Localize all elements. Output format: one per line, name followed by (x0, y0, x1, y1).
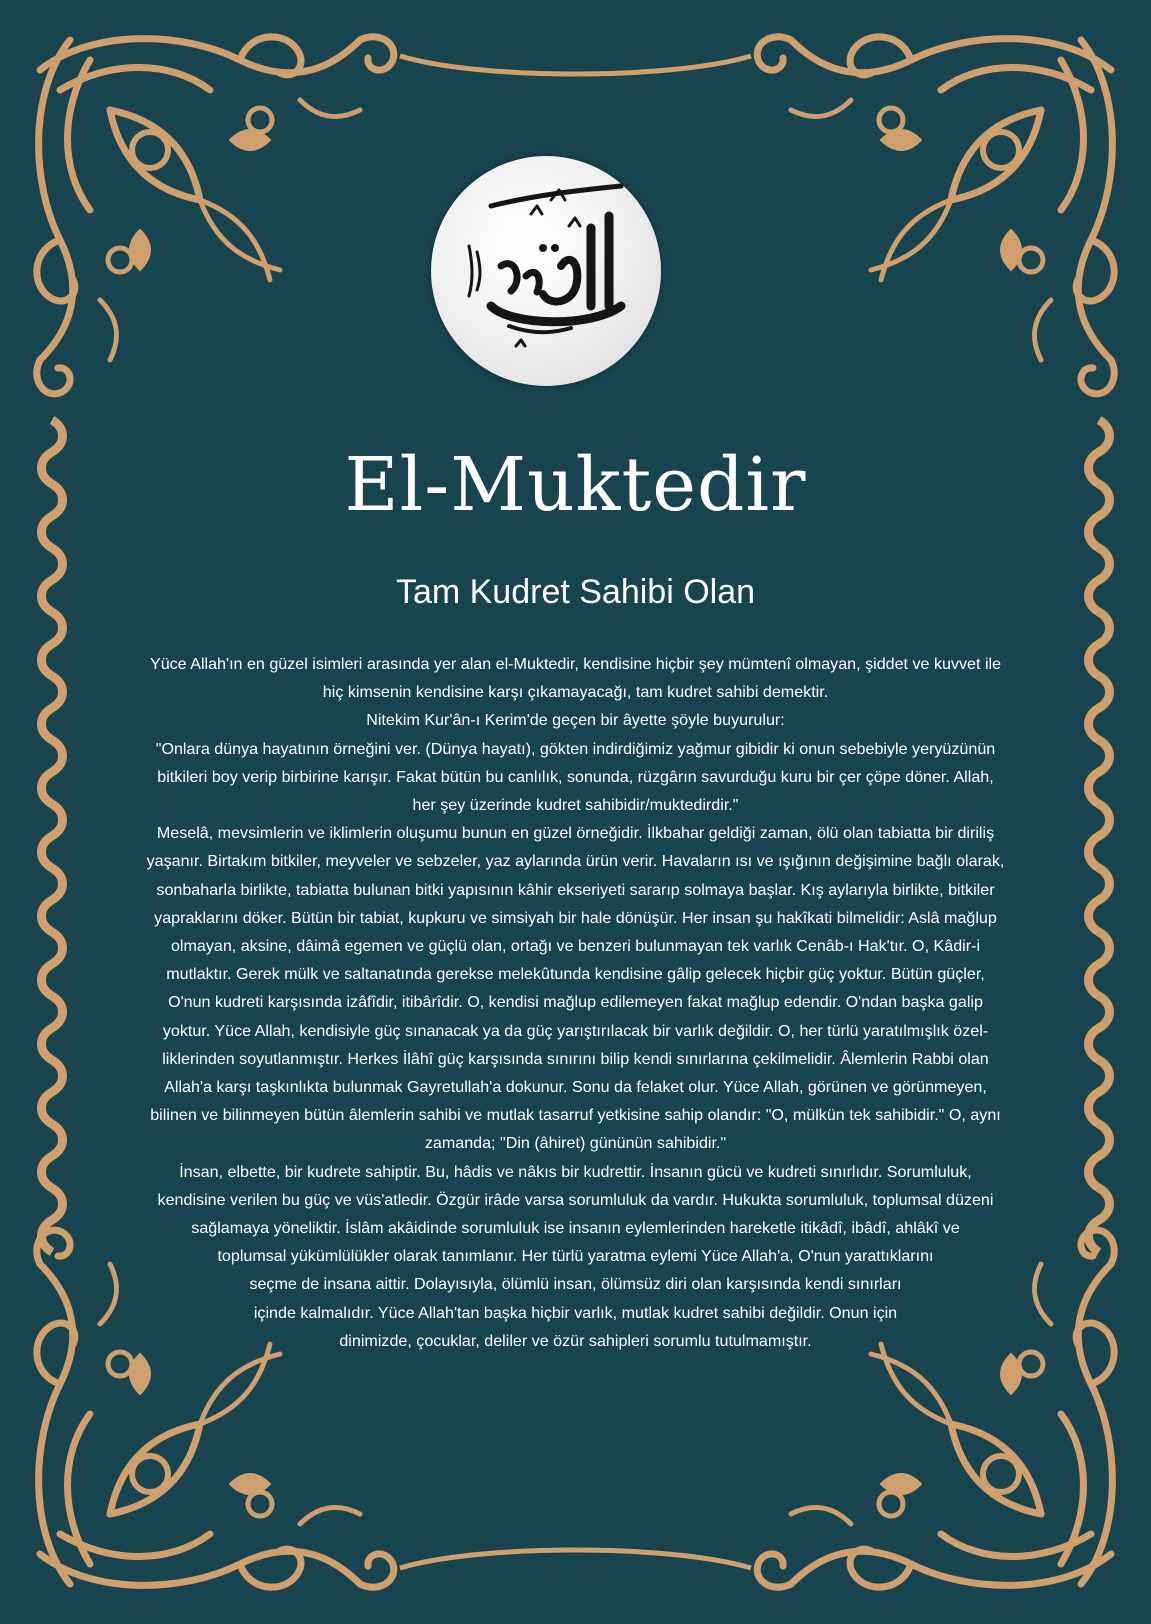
calligraphy-medallion (431, 156, 661, 386)
page-title: El-Muktedir (344, 442, 807, 528)
body-line: bilinen ve bilinmeyen bütün âlemlerin sahibi ve mutlak tasarruf yetkisine sahip olandır: "O, mülkün tek sahibidir." O, aynı (150, 1106, 1001, 1125)
body-line: Meselâ, mevsimlerin ve iklimlerin oluşumu bunun en güzel örneğidir. İlkbahar geldiği zaman, ölü olan tabiatta bir diriliş (156, 824, 995, 843)
body-line: yaşanır. Birtakım bitkiler, meyveler ve sebzeler, yaz aylarında ürün verir. Havaların ısı ve ışığının değişimine bağlı olarak, (146, 852, 1005, 871)
body-line: her şey üzerinde kudret sahibidir/muktedirdir." (412, 796, 739, 815)
body-text (92, 650, 1059, 1355)
body-line: bitkileri boy verip birbirine karışır. Fakat bütün bu canlılık, sonunda, rüzgârın savurduğu kuru bir çer çöpe döner. Allah, (157, 767, 994, 786)
body-line: yapraklarını döker. Bütün bir tabiat, kupkuru ve simsiyah bir hale dönüşür. Her insan şu hakîkati bilmelidir: Aslâ mağlup (154, 908, 997, 927)
body-line: dinimizde, çocuklar, deliler ve özür sahipleri sorumlu tutulmamıştır. (339, 1331, 812, 1350)
body-line: kendisine verilen bu güç ve vüs'atledir. Özgür irâde varsa sorumluluk da vardır. Hukukta sorumluluk, toplumsal düzeni (157, 1190, 994, 1209)
body-line: olmayan, aksine, dâimâ egemen ve güçlü olan, ortağı ve benzeri bulunmayan tek varlık Cenâb-ı Hak'tır. O, Kâdir-i (170, 937, 981, 956)
body-line: İnsan, elbette, bir kudrete sahiptir. Bu, hâdis ve nâkıs bir kudrettir. İnsanın gücü ve kudreti sınırlıdır. Sorumluluk, (179, 1162, 972, 1181)
body-line: mutlaktır. Gerek mülk ve saltanatında gerekse melekûtunda kendisine gâlip gelecek hiçbir güç yoktur. Bütün güçler, (166, 965, 985, 984)
body-line: yoktur. Yüce Allah, kendisiyle güç sınanacak ya da güç yarıştırılacak bir varlık değildir. O, her türlü yaratılmışlık özel- (162, 1021, 989, 1040)
body-line: hiç kimsenin kendisine karşı çıkamayacağı, tam kudret sahibi demektir. (322, 683, 829, 702)
body-line: Allah'a karşı taşkınlıkta bulunmak Gayretullah'a dokunur. Sonu da felaket olur. Yüce Allah, görünen ve görünmeyen, (164, 1078, 987, 1097)
body-line: içinde kalmalıdır. Yüce Allah'tan başka hiçbir varlık, mutlak kudret sahibi değildir. Onun için (253, 1303, 898, 1322)
page-subtitle: Tam Kudret Sahibi Olan (395, 573, 756, 611)
body-line: zamanda; "Din (âhiret) gününün sahibidir." (424, 1134, 727, 1153)
body-line: seçme de insana aittir. Dolayısıyla, ölümlü insan, ölümsüz diri olan karşısında kendi sınırları (249, 1275, 902, 1294)
body-line: toplumsal yükümlülükler olarak tanımlanır. Her türlü yaratma eylemi Yüce Allah'a, O'nun yarattıklarını (217, 1247, 934, 1266)
arabic-calligraphy-al-muqtadir-icon (431, 156, 661, 386)
body-line: Yüce Allah'ın en güzel isimleri arasında yer alan el-Muktedir, kendisine hiçbir şey mümtenî olmayan, şiddet ve kuvvet ile (149, 655, 1002, 673)
body-line: sonbaharla birlikte, tabiatta bulunan bitki yapısının kâhir ekseriyeti sararıp solmaya başlar. Kış aylarıyla birlikte, bitkiler (156, 880, 995, 899)
body-line: "Onlara dünya hayatının örneğini ver. (Dünya hayatı), gökten indirdiğimiz yağmur gibidir ki onun sebebiyle yeryüzünün (155, 739, 996, 758)
body-line: Nitekim Kur'ân-ı Kerim'de geçen bir âyette şöyle buyurulur: (366, 711, 785, 730)
body-line: liklerinden soyutlanmıştır. Herkes İlâhî güç karşısında sınırını bilip kendi sınırlarına çekilmelidir. Âlemlerin Rabbi olan (162, 1049, 989, 1068)
body-line: sağlamaya yöneliktir. İslâm akâidinde sorumluluk ise insanın eylemlerinden hareketle itikâdî, ibâdî, ahlâkî ve (191, 1219, 960, 1238)
body-line: O'nun kudreti karşısında izâfîdir, itibârîdir. O, kendisi mağlup edilemeyen fakat mağlup edendir. O'ndan başka galip (168, 993, 983, 1012)
